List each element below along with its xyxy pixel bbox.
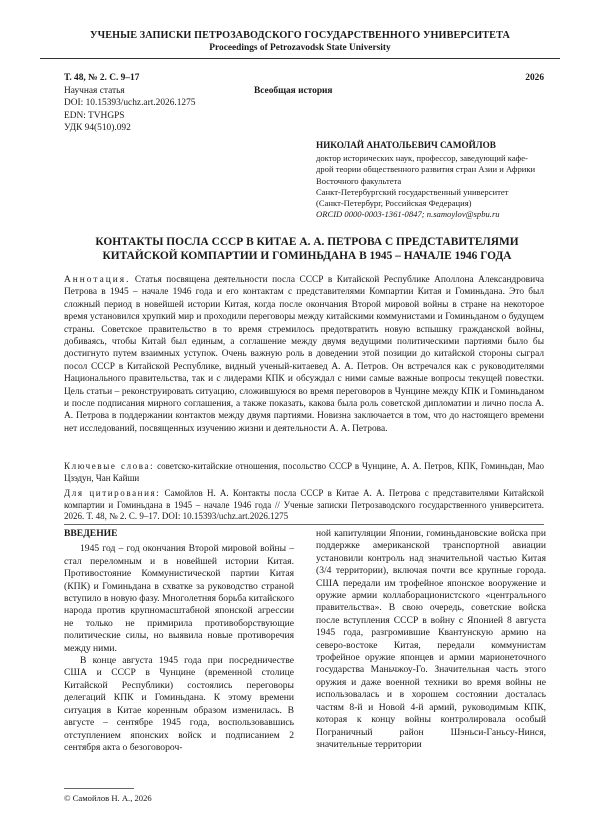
section-heading: ВВЕДЕНИЕ	[64, 528, 118, 539]
citation-text: Самойлов Н. А. Контакты посла СССР в Китае А. А. Петрова с представителями Китайской компартии и Гоминьдана в 1945 – начале 1946 года // Ученые записки Петрозаводского государственного университета. 2026. Т. 48, № 2. С. 9–17. DOI: 10.15393/uchz.art.2026.1275	[64, 488, 544, 522]
journal-name: УЧЕНЫЕ ЗАПИСКИ ПЕТРОЗАВОДСКОГО ГОСУДАРСТВЕННОГО УНИВЕРСИТЕТА	[90, 30, 510, 41]
rubric: Всеобщая история	[254, 85, 333, 96]
citation-label: Для цитирования:	[64, 488, 161, 498]
abstract-label: Аннотация.	[64, 275, 131, 285]
journal-header	[40, 30, 560, 59]
keywords-label: Ключевые слова:	[64, 461, 155, 471]
edn: EDN: TVHGPS	[64, 110, 125, 121]
title-line: КИТАЙСКОЙ КОМПАРТИИ И ГОМИНЬДАНА В 1945 – НАЧАЛЕ 1946 ГОДА	[102, 249, 512, 262]
author-affiliation-line: доктор исторических наук, профессор, заведующий кафе-	[316, 153, 528, 164]
header-divider	[40, 58, 560, 59]
author-affiliation-line: Санкт-Петербургский государственный университет	[316, 186, 509, 197]
paragraph: 1945 год – год окончания Второй мировой войны – стал переломным и в новейшей истории Китая. Противостояние Коммунистической партии Китая (КПК) и Гоминьдана в схватке за руководство страной вступило в новую фазу. Многолетняя борьба китайского народа против крупномасштабной японской агрессии не только не примирила противоборствующие политические силы, но выявила новые противоречия между ними.	[64, 543, 294, 654]
author-affiliation-line: (Санкт-Петербург, Российская Федерация)	[316, 198, 472, 209]
keywords-text: советско-китайские отношения, посольство СССР в Чунцине, А. А. Петров, КПК, Гоминьдан, Мао Цзэдун, Чан Кайши	[64, 461, 544, 483]
citation	[64, 488, 544, 523]
paragraph: ной капитуляции Японии, гоминьдановские войска при поддержке американской транспортной авиации установили контроль над значительной частью Китая (3/4 территории), включая почти все крупные города. США передали им трофейное японское вооружение и оружие армии коллаборационистского «центрального правительства». В свою очередь, советские войска после вступления СССР в войну с Японией 8 августа 1945 года, разгромившие Квантунскую армию на северо-востоке Китая, передали коммунистам трофейное оружие японцев и армии марионеточного государства Маньчжоу-Го. Значительная часть этого оружия и даже военной техники во время войны не использовалась и в хорошем состоянии досталась частям 8-й и Новой 4-й армий, руководимым КПК, которая к концу войны контролировала особый Пограничный район Шэньси-Ганьсу-Нинся, значительные территории	[316, 528, 546, 750]
volume-pages: Т. 48, № 2. С. 9–17	[64, 73, 140, 83]
paragraph: В конце августа 1945 года при посредничестве США и СССР в Чунцине (временной столице Китайской Республики) состоялись переговоры делегаций КПК и Гоминьдана. К этому времени ситуация в Китае коренным образом изменилась. В августе – сентябре 1945 года, воспользовавшись отступлением японских войск и подписанием 2 сентября акта о безоговороч-	[64, 655, 294, 753]
author-block	[316, 140, 548, 220]
author-affiliation-line: дрой теории общественного развития стран Азии и Африки	[316, 164, 536, 175]
article-meta	[64, 72, 544, 135]
author-affiliation-line: Восточного факультета	[316, 175, 402, 186]
article-title	[70, 236, 544, 263]
section-divider	[64, 524, 544, 525]
footnote-divider	[64, 788, 134, 789]
keywords	[64, 461, 544, 484]
udc: УДК 94(510).092	[64, 123, 131, 134]
body-column-right	[316, 528, 546, 751]
author-orcid[interactable]: ORCID 0000-0003-1361-0847; n.samoylov@spbu.ru	[316, 209, 500, 220]
abstract	[64, 274, 544, 435]
article-type: Научная статья	[64, 85, 125, 96]
doi[interactable]: DOI: 10.15393/uchz.art.2026.1275	[64, 98, 196, 109]
journal-name-en: Proceedings of Petrozavodsk State University	[209, 43, 391, 53]
title-line: КОНТАКТЫ ПОСЛА СССР В КИТАЕ А. А. ПЕТРОВА С ПРЕДСТАВИТЕЛЯМИ	[95, 236, 519, 248]
copyright: © Самойлов Н. А., 2026	[64, 793, 152, 803]
author-name: НИКОЛАЙ АНАТОЛЬЕВИЧ САМОЙЛОВ	[316, 140, 496, 150]
abstract-text: Статья посвящена деятельности посла СССР в Китайской Республике Аполлона Александровича Петрова в 1945 – начале 1946 года и его контактам с представителями Компартии Китая и Гоминьдана. Это был сложный период в новейшей истории Китая, когда после окончания Второй мировой войны в стране на некоторое время установился хрупкий мир и проходили переговоры между китайскими коммунистами и Гоминьданом о будущем страны. Советское правительство в то время стремилось предотвратить новую вспышку гражданской войны, добиваясь, чтобы Китай был единым, а соглашение между двумя ведущими политическими партиями было бы достигнуто путем взаимных уступок. Очень важную роль в доведении этой позиции до китайской стороны сыграл посол СССР в Китайской Республике, видный ученый-китаевед А. А. Петров. Он встречался как с руководителями Национального правительства, так и с лидерами КПК и обсуждал с ними самые важные вопросы текущей повестки. Цель статьи – реконструировать ситуацию, сложившуюся во время переговоров в Чунцине между КПК и Гоминьданом и после подписания мирного соглашения, а также показать, какова была роль советской дипломатии и лично посла А. А. Петрова в поддержании контактов между двумя партиями. Новизна заключается в том, что до настоящего времени нет исследований, посвященных изучению жизни и деятельности А. А. Петрова.	[64, 275, 544, 434]
body-column-left	[64, 528, 294, 754]
year: 2026	[525, 73, 544, 83]
